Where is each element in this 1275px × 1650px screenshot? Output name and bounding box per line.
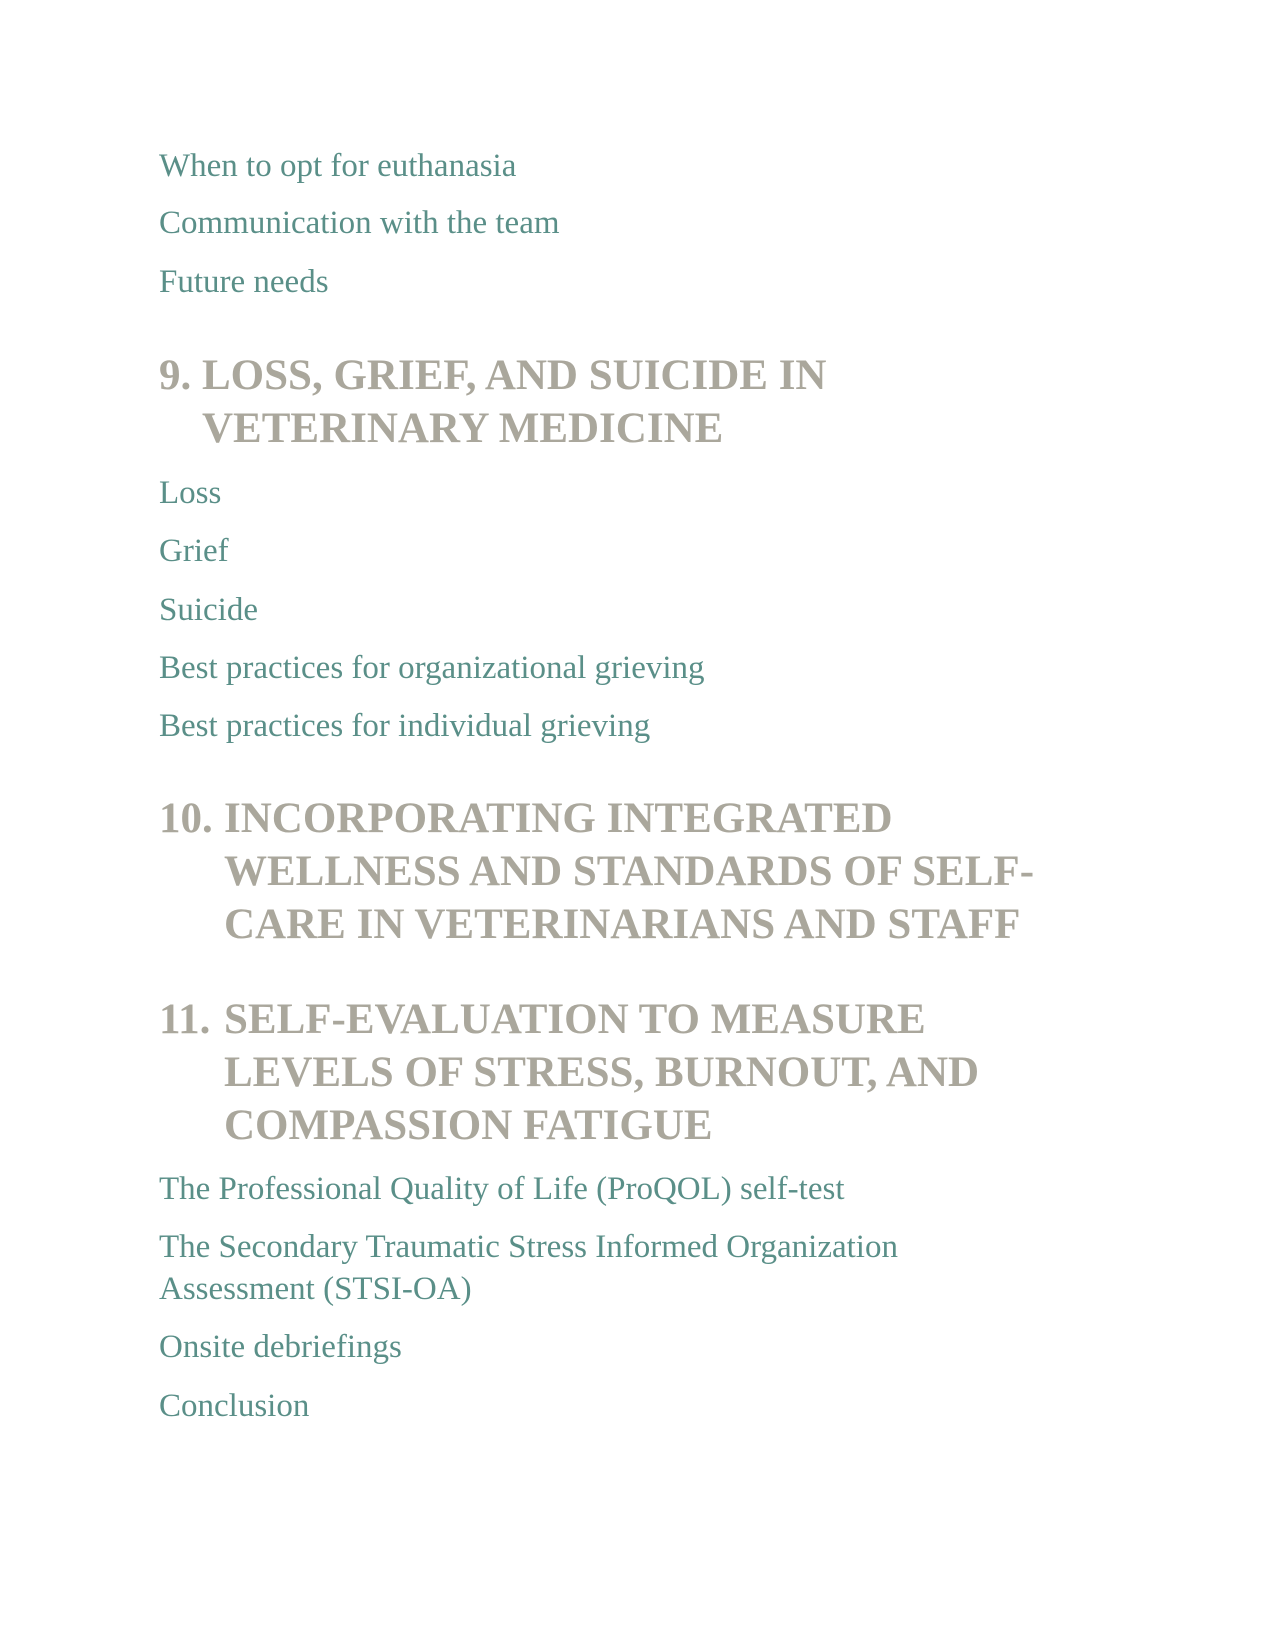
chapter-10-number: 10.: [159, 795, 213, 842]
toc-entry-euthanasia[interactable]: When to opt for euthanasia: [159, 148, 517, 184]
toc-entry-proqol[interactable]: The Professional Quality of Life (ProQOL) self-test: [159, 1171, 845, 1207]
chapter-9-title: LOSS, GRIEF, AND SUICIDE IN VETERINARY MEDICINE: [202, 352, 827, 452]
chapter-9-heading[interactable]: [159, 349, 1119, 455]
chapter-11-heading[interactable]: [159, 993, 1099, 1152]
chapter-10-title: INCORPORATING INTEGRATED WELLNESS AND STANDARDS OF SELF-CARE IN VETERINARIANS AND STAFF: [224, 795, 1035, 948]
toc-entry-organizational-grieving[interactable]: Best practices for organizational grieving: [159, 650, 705, 686]
toc-entry-suicide[interactable]: Suicide: [159, 592, 258, 628]
toc-entry-future-needs[interactable]: Future needs: [159, 264, 329, 300]
chapter-10-heading[interactable]: [159, 792, 1099, 951]
chapter-11-title: SELF-EVALUATION TO MEASURE LEVELS OF STRESS, BURNOUT, AND COMPASSION FATIGUE: [224, 996, 980, 1149]
chapter-9-number: 9.: [159, 352, 192, 399]
toc-entry-conclusion[interactable]: Conclusion: [159, 1388, 310, 1424]
toc-entry-loss[interactable]: Loss: [159, 475, 222, 511]
chapter-11-number: 11.: [159, 996, 211, 1043]
toc-entry-stsi-oa[interactable]: The Secondary Traumatic Stress Informed Organization Assessment (STSI-OA): [159, 1229, 898, 1307]
toc-entry-individual-grieving[interactable]: Best practices for individual grieving: [159, 708, 651, 744]
toc-entry-grief[interactable]: Grief: [159, 533, 229, 569]
toc-entry-onsite-debriefings[interactable]: Onsite debriefings: [159, 1329, 402, 1365]
toc-entry-team-communication[interactable]: Communication with the team: [159, 205, 560, 241]
